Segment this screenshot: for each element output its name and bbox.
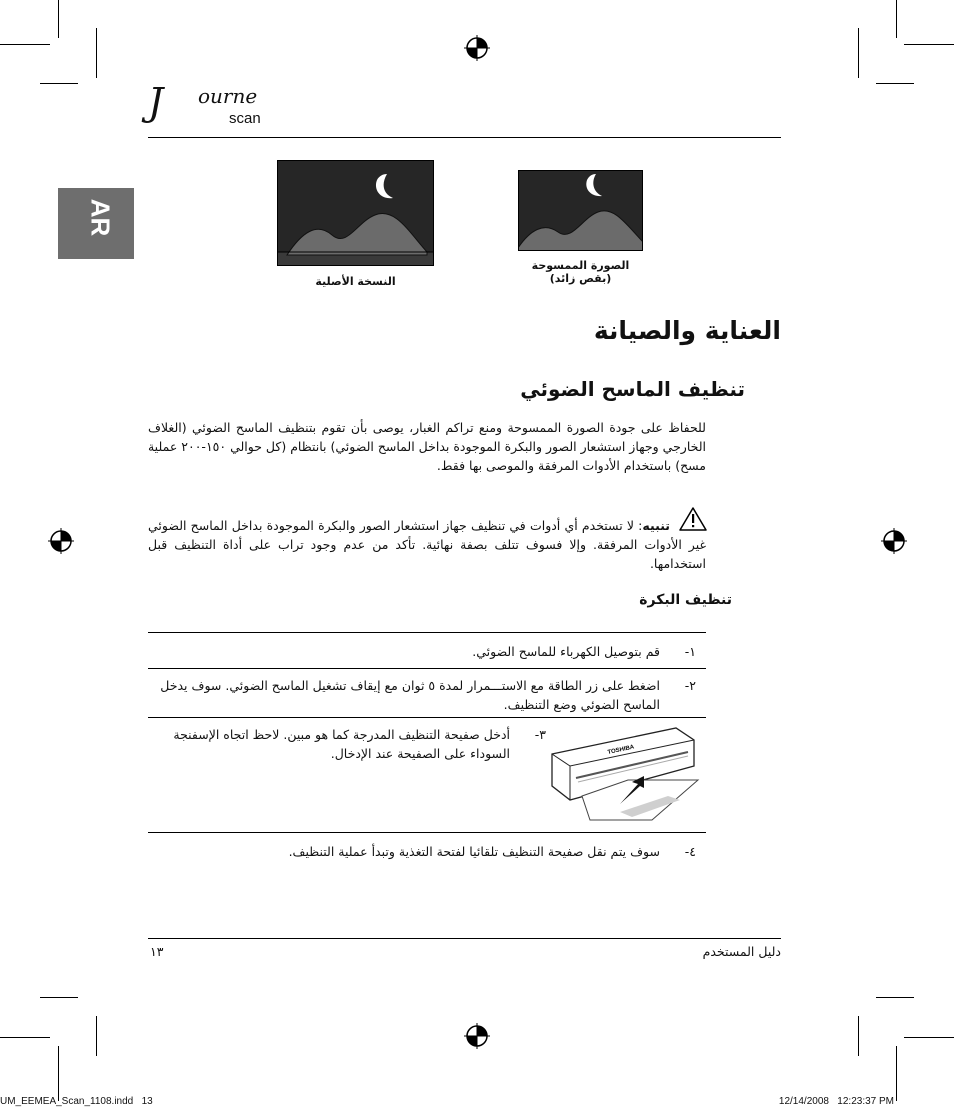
scanned-caption (508, 259, 653, 285)
registration-mark-icon (462, 1021, 492, 1051)
scanner-illustration (548, 720, 704, 822)
step-number: ٤- (684, 844, 696, 859)
step-text: سوف يتم نقل صفيحة التنظيف تلقائيا لفتحة التغذية وتبدأ عملية التنظيف. (288, 844, 660, 859)
slug-timestamp: 12/14/2008 12:23:37 PM (778, 1096, 894, 1107)
crop-mark (896, 1046, 897, 1101)
subheading: تنظيف البكرة (639, 592, 732, 608)
section-heading: تنظيف الماسح الضوئي (520, 377, 745, 401)
crop-mark (876, 83, 914, 84)
scanned-caption-line2: (بقص زائد) (549, 272, 612, 285)
crop-mark (96, 28, 97, 78)
crop-mark (58, 1046, 59, 1101)
header-rule (148, 137, 781, 138)
crop-mark (858, 1016, 859, 1056)
step-text: اضغط على زر الطاقة مع الاستـــمرار لمدة ٥ ثوان مع إيقاف تشغيل الماسح الضوئي. سوف يدخل الماسح الضوئي وضع التنظيف. (160, 678, 660, 712)
crop-mark (58, 0, 59, 38)
step-number: ١- (684, 644, 696, 659)
table-rule (148, 717, 706, 718)
table-rule (148, 632, 706, 633)
crop-mark (896, 0, 897, 38)
footer-rule (148, 938, 781, 939)
registration-mark-icon (879, 526, 909, 556)
step-text: قم بتوصيل الكهرباء للماسح الضوئي. (472, 644, 660, 659)
step-text: أدخل صفيحة التنظيف المدرجة كما هو مبين. لاحظ اتجاه الإسفنجة السوداء على الصفيحة عند الإدخال. (173, 727, 510, 761)
language-tab-label: AR (85, 198, 116, 237)
registration-mark-icon (46, 526, 76, 556)
page-number: ١٣ (150, 944, 164, 959)
warning-text: : لا تستخدم أي أدوات في تنظيف جهاز استشعار الصور والبكرة الموجودة بداخل الماسح الضوئي غير الأدوات المرفقة. وإلا فسوف تتلف بصفة نهائية. تأكد من عدم وجود تراب على أداة التنظيف قبل استخدامها. (148, 518, 706, 571)
crop-mark (904, 1037, 954, 1038)
crop-mark (40, 997, 78, 998)
step-number: ٢- (684, 678, 696, 693)
table-rule (148, 668, 706, 669)
warning-paragraph (148, 516, 706, 573)
crop-mark (96, 1016, 97, 1056)
original-image (277, 160, 434, 266)
crop-mark (904, 44, 954, 45)
logo-script: ourne (198, 84, 258, 108)
scanned-image (518, 170, 643, 251)
language-tab (58, 188, 134, 259)
crop-mark (40, 83, 78, 84)
step-number: ٣- (534, 727, 546, 742)
intro-paragraph: للحفاظ على جودة الصورة الممسوحة ومنع تراكم الغبار، يوصى بأن تقوم بتنظيف الماسح الضوئي (الغلاف الخارجي وجهاز استشعار الصور والبكرة الموجودة بداخل الماسح الضوئي) بانتظام (كل حوالي ١٥٠-٢٠٠ عملية مسح) باستخدام الأدوات المرفقة والموصى بها فقط. (147, 420, 706, 473)
logo-scan: scan (229, 110, 261, 127)
logo-letter: J (148, 80, 164, 124)
crop-mark (0, 1037, 50, 1038)
crop-mark (876, 997, 914, 998)
registration-mark-icon (462, 33, 492, 63)
crop-mark (858, 28, 859, 78)
guide-name: دليل المستخدم (702, 944, 781, 959)
page-title: العناية والصيانة (593, 316, 781, 345)
crop-mark (0, 44, 50, 45)
table-rule (148, 832, 706, 833)
scanned-caption-line1: الصورة الممسوحة (531, 259, 630, 272)
original-caption: النسخة الأصلية (315, 275, 396, 288)
warning-label: تنبيه (642, 518, 670, 533)
scanner-brand: TOSHIBA (607, 744, 635, 756)
slug-filename: UM_EEMEA_Scan_1108.indd 13 (0, 1096, 153, 1107)
